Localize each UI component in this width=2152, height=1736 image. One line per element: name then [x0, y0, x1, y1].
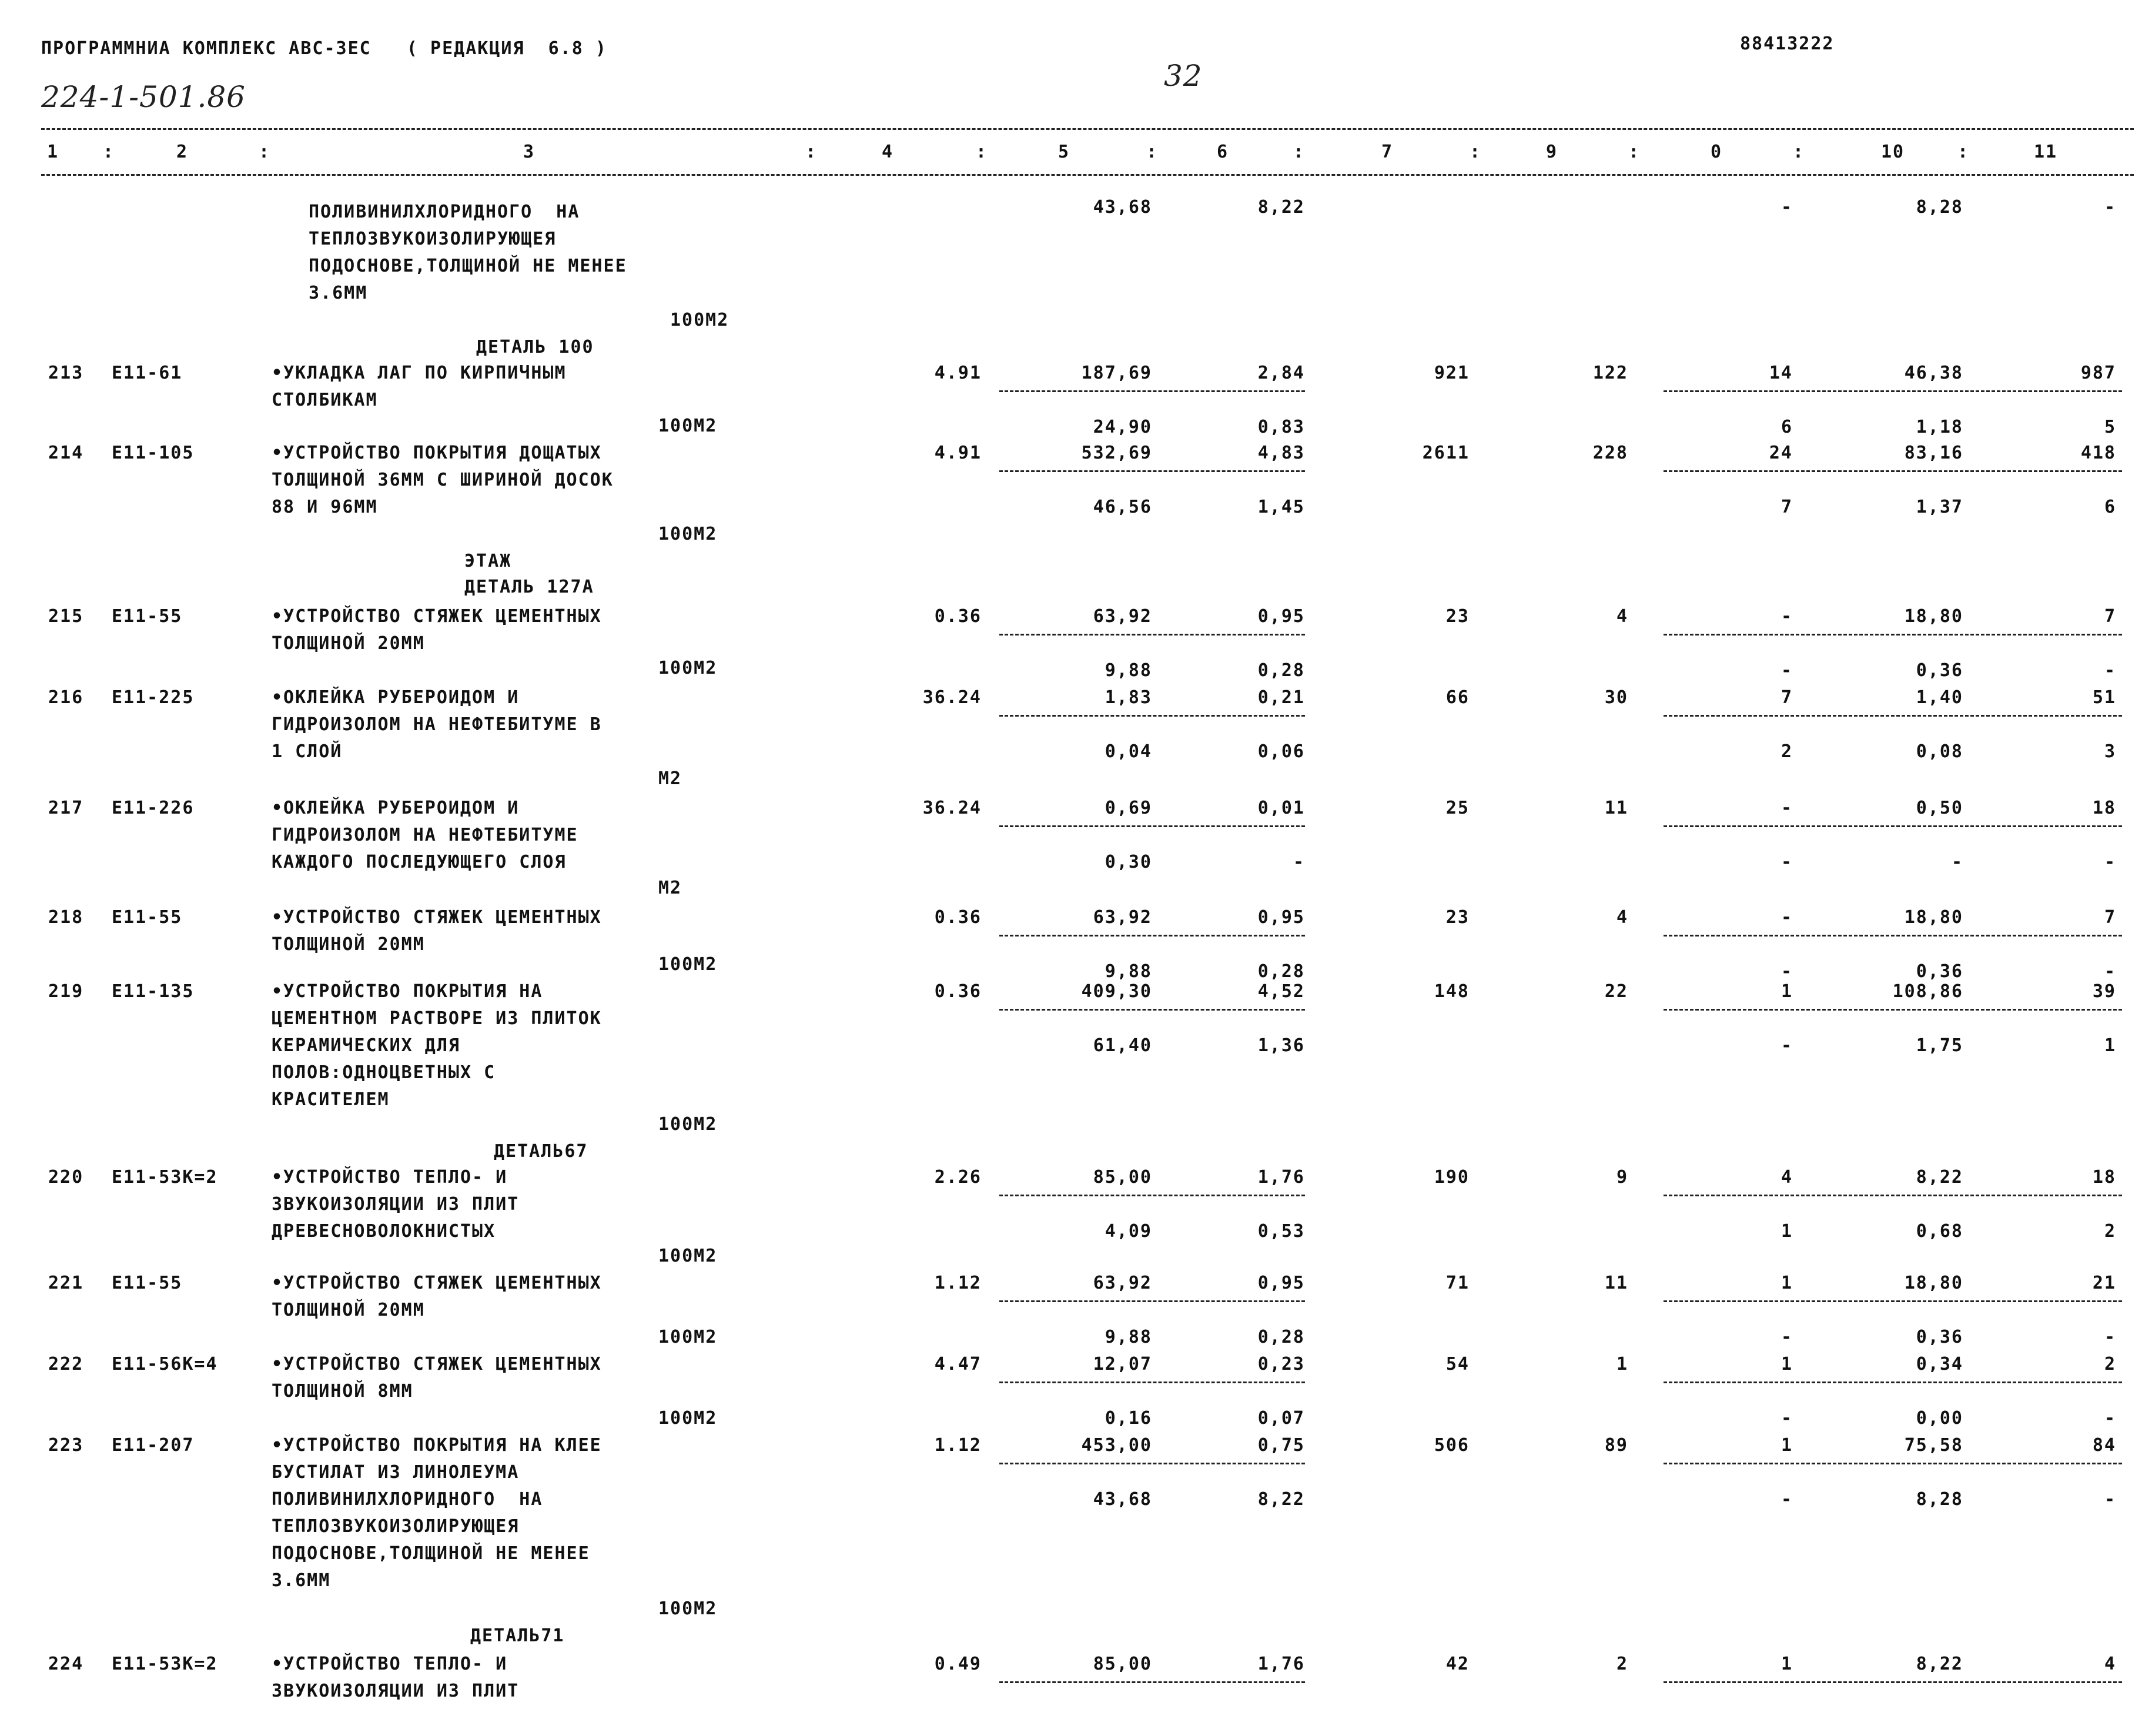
- row-col9: 22: [1604, 981, 1628, 1002]
- row-desc-line: 3.6ММ: [272, 1570, 331, 1591]
- row-col0-sub: -: [1780, 1035, 1793, 1056]
- subtotal-dash: [999, 1463, 1305, 1464]
- row-col10: 1,40: [1916, 687, 1963, 708]
- row-col0-sub: -: [1780, 961, 1793, 982]
- subtotal-dash: [999, 1195, 1305, 1196]
- row-col10-sub: 0,36: [1916, 961, 1963, 982]
- row-desc-line: •УСТРОЙСТВО СТЯЖЕК ЦЕМЕНТНЫХ: [272, 907, 602, 928]
- row-unit: 100М2: [658, 524, 718, 544]
- row-salary-sub: 0,28: [1257, 1327, 1305, 1347]
- row-salary: 1,76: [1257, 1167, 1305, 1188]
- row-desc-line: ТОЛЩИНОЙ 8ММ: [272, 1381, 413, 1401]
- col-sep: :: [1470, 142, 1482, 162]
- row-desc-line: ЗВУКОИЗОЛЯЦИИ ИЗ ПЛИТ: [272, 1681, 520, 1701]
- row-unit: 100М2: [658, 658, 718, 678]
- subtotal-dash: [1664, 715, 2122, 717]
- row-col11-sub: 2: [2104, 1221, 2116, 1242]
- section-header: ЭТАЖ: [464, 551, 512, 571]
- row-col11: 51: [2092, 687, 2116, 708]
- row-code: Е11-226: [112, 798, 195, 818]
- row-col0: 1: [1780, 1435, 1793, 1456]
- row-price-sub: 4,09: [1105, 1221, 1152, 1242]
- row-col10: 0,50: [1916, 798, 1963, 818]
- row-col7: 506: [1434, 1435, 1470, 1456]
- row-col11: 4: [2104, 1654, 2116, 1674]
- row-qty: 0.49: [934, 1654, 982, 1674]
- row-col7: 2611: [1422, 443, 1470, 463]
- subtotal-dash: [1664, 1681, 2122, 1683]
- row-col11-sub: 6: [2104, 497, 2116, 517]
- col-header-4: 4: [881, 142, 894, 162]
- row-col10-sub: 8,28: [1916, 1489, 1963, 1510]
- row-salary: 4,83: [1257, 443, 1305, 463]
- row-col9: 1: [1616, 1354, 1628, 1374]
- row-col11: 18: [2092, 1167, 2116, 1188]
- row-desc-line: ГИДРОИЗОЛОМ НА НЕФТЕБИТУМЕ В: [272, 714, 602, 735]
- document-code: 88413222: [1740, 34, 1835, 54]
- col-header-2: 2: [176, 142, 189, 162]
- row-col10-sub: 1,37: [1916, 497, 1963, 517]
- row-desc-line: КЕРАМИЧЕСКИХ ДЛЯ: [272, 1035, 460, 1056]
- row-col11-sub: -: [2104, 1408, 2116, 1429]
- cont-unit: 100М2: [670, 310, 729, 330]
- row-col0: 14: [1769, 363, 1793, 383]
- row-code: Е11-56К=4: [112, 1354, 218, 1374]
- row-salary: 0,21: [1257, 687, 1305, 708]
- col-header-11: 11: [2033, 142, 2058, 162]
- row-number: 215: [48, 606, 84, 627]
- row-salary-sub: 0,28: [1257, 961, 1305, 982]
- col-sep: :: [1146, 142, 1159, 162]
- row-col11-sub: -: [2104, 660, 2116, 681]
- row-col11: 7: [2104, 907, 2116, 928]
- row-col0-sub: -: [1780, 1327, 1793, 1347]
- subtotal-dash: [1664, 390, 2122, 392]
- row-col0: 1: [1780, 1654, 1793, 1674]
- cont-col11: -: [2104, 197, 2116, 218]
- row-qty: 0.36: [934, 907, 982, 928]
- subtotal-dash: [1664, 1382, 2122, 1383]
- row-code: Е11-55: [112, 606, 183, 627]
- col-header-6: 6: [1216, 142, 1229, 162]
- row-salary: 0,95: [1257, 907, 1305, 928]
- subtotal-dash: [999, 825, 1305, 827]
- subtotal-dash: [1664, 825, 2122, 827]
- cont-desc-line: ПОЛИВИНИЛХЛОРИДНОГО НА: [309, 202, 580, 222]
- cont-desc-line: ПОДОСНОВЕ,ТОЛЩИНОЙ НЕ МЕНЕЕ: [309, 256, 627, 276]
- page-number: 32: [1164, 59, 1203, 93]
- row-col9: 2: [1616, 1654, 1628, 1674]
- row-desc-line: •ОКЛЕЙКА РУБЕРОИДОМ И: [272, 687, 520, 708]
- subtotal-dash: [1664, 1195, 2122, 1196]
- row-col0-sub: -: [1780, 1489, 1793, 1510]
- row-col7: 42: [1445, 1654, 1470, 1674]
- row-col7: 23: [1445, 606, 1470, 627]
- row-number: 214: [48, 443, 84, 463]
- row-col0-sub: 2: [1780, 741, 1793, 762]
- col-sep: :: [1793, 142, 1805, 162]
- row-col11: 18: [2092, 798, 2116, 818]
- row-code: Е11-53К=2: [112, 1167, 218, 1188]
- row-col0: -: [1780, 907, 1793, 928]
- row-number: 216: [48, 687, 84, 708]
- row-qty: 4.91: [934, 443, 982, 463]
- row-col11-sub: 5: [2104, 417, 2116, 437]
- row-salary: 1,76: [1257, 1654, 1305, 1674]
- row-price: 63,92: [1093, 1273, 1152, 1293]
- subtotal-dash: [1664, 935, 2122, 936]
- col-sep: :: [1293, 142, 1306, 162]
- row-price: 1,83: [1105, 687, 1152, 708]
- col-header-10: 10: [1880, 142, 1905, 162]
- subtotal-dash: [999, 634, 1305, 635]
- row-unit: 100М2: [658, 954, 718, 975]
- row-price-sub: 0,16: [1105, 1408, 1152, 1429]
- row-unit: М2: [658, 878, 682, 898]
- row-price-sub: 24,90: [1093, 417, 1152, 437]
- row-qty: 4.91: [934, 363, 982, 383]
- row-col9: 122: [1592, 363, 1628, 383]
- col-header-3: 3: [523, 142, 536, 162]
- subtotal-dash: [999, 470, 1305, 472]
- row-col7: 71: [1445, 1273, 1470, 1293]
- row-col9: 11: [1604, 1273, 1628, 1293]
- row-desc-line: ТОЛЩИНОЙ 20ММ: [272, 934, 425, 955]
- row-col10: 0,34: [1916, 1354, 1963, 1374]
- col-sep: :: [103, 142, 127, 162]
- row-salary: 4,52: [1257, 981, 1305, 1002]
- subtotal-dash: [1664, 634, 2122, 635]
- row-col0-sub: -: [1780, 660, 1793, 681]
- subtotal-dash: [999, 390, 1305, 392]
- row-price: 532,69: [1081, 443, 1152, 463]
- section-header: ДЕТАЛЬ 127А: [464, 577, 594, 597]
- subtotal-dash: [999, 715, 1305, 717]
- row-number: 222: [48, 1354, 84, 1374]
- row-col10-sub: -: [1951, 852, 1963, 872]
- row-col0: 7: [1780, 687, 1793, 708]
- header-rule-bottom: [41, 174, 2134, 176]
- row-price: 85,00: [1093, 1167, 1152, 1188]
- cont-col10: 8,28: [1916, 197, 1963, 218]
- row-col9: 228: [1592, 443, 1628, 463]
- row-price: 187,69: [1081, 363, 1152, 383]
- row-col0-sub: -: [1780, 852, 1793, 872]
- row-col10-sub: 0,08: [1916, 741, 1963, 762]
- row-number: 221: [48, 1273, 84, 1293]
- row-col9: 4: [1616, 606, 1628, 627]
- row-col9: 4: [1616, 907, 1628, 928]
- row-col11: 21: [2092, 1273, 2116, 1293]
- col-sep: :: [259, 142, 271, 162]
- row-col0: -: [1780, 606, 1793, 627]
- row-desc-line: ПОЛИВИНИЛХЛОРИДНОГО НА: [272, 1489, 543, 1510]
- row-col10: 18,80: [1904, 1273, 1963, 1293]
- row-salary-sub: 8,22: [1257, 1489, 1305, 1510]
- row-number: 220: [48, 1167, 84, 1188]
- row-code: Е11-225: [112, 687, 195, 708]
- row-code: Е11-55: [112, 1273, 183, 1293]
- row-col11-sub: -: [2104, 852, 2116, 872]
- col-sep: :: [805, 142, 818, 162]
- row-col10-sub: 1,75: [1916, 1035, 1963, 1056]
- row-col11-sub: -: [2104, 1489, 2116, 1510]
- row-qty: 1.12: [934, 1273, 982, 1293]
- row-price: 409,30: [1081, 981, 1152, 1002]
- row-qty: 4.47: [934, 1354, 982, 1374]
- row-salary: 0,01: [1257, 798, 1305, 818]
- row-qty: 2.26: [934, 1167, 982, 1188]
- row-desc-line: •УКЛАДКА ЛАГ ПО КИРПИЧНЫМ: [272, 363, 567, 383]
- row-desc-line: ТОЛЩИНОЙ 36ММ С ШИРИНОЙ ДОСОК: [272, 470, 614, 490]
- row-col10: 8,22: [1916, 1654, 1963, 1674]
- row-unit: М2: [658, 768, 682, 789]
- row-col0: 4: [1780, 1167, 1793, 1188]
- row-col7: 190: [1434, 1167, 1470, 1188]
- row-col11: 39: [2092, 981, 2116, 1002]
- row-col0-sub: -: [1780, 1408, 1793, 1429]
- row-price-sub: 0,30: [1105, 852, 1152, 872]
- row-salary: 0,23: [1257, 1354, 1305, 1374]
- row-salary-sub: 0,28: [1257, 660, 1305, 681]
- row-code: Е11-55: [112, 907, 183, 928]
- row-col9: 30: [1604, 687, 1628, 708]
- row-desc-line: 1 СЛОЙ: [272, 741, 343, 762]
- row-desc-line: •УСТРОЙСТВО ПОКРЫТИЯ НА КЛЕЕ: [272, 1435, 602, 1456]
- row-desc-line: ПОЛОВ:ОДНОЦВЕТНЫХ С: [272, 1062, 496, 1083]
- row-col11: 2: [2104, 1354, 2116, 1374]
- row-col11: 987: [2080, 363, 2116, 383]
- cont-desc-line: ТЕПЛОЗВУКОИЗОЛИРУЮЩЕЯ: [309, 229, 557, 249]
- row-salary-sub: 0,07: [1257, 1408, 1305, 1429]
- row-col9: 9: [1616, 1167, 1628, 1188]
- row-desc-line: •УСТРОЙСТВО ПОКРЫТИЯ НА: [272, 981, 543, 1002]
- row-col7: 54: [1445, 1354, 1470, 1374]
- row-desc-line: •УСТРОЙСТВО ТЕПЛО- И: [272, 1654, 508, 1674]
- row-code: Е11-105: [112, 443, 195, 463]
- row-price: 63,92: [1093, 907, 1152, 928]
- row-col9: 11: [1604, 798, 1628, 818]
- row-col0-sub: 1: [1780, 1221, 1793, 1242]
- row-price-sub: 61,40: [1093, 1035, 1152, 1056]
- subtotal-dash: [999, 935, 1305, 936]
- row-col11: 7: [2104, 606, 2116, 627]
- col-header-5: 5: [1057, 142, 1070, 162]
- row-desc-line: •УСТРОЙСТВО СТЯЖЕК ЦЕМЕНТНЫХ: [272, 606, 602, 627]
- row-desc-line: КРАСИТЕЛЕМ: [272, 1089, 390, 1110]
- subtotal-dash: [999, 1382, 1305, 1383]
- row-desc-line: ТОЛЩИНОЙ 20ММ: [272, 633, 425, 654]
- row-unit: 100М2: [658, 1598, 718, 1619]
- row-col10-sub: 0,68: [1916, 1221, 1963, 1242]
- row-col0: 24: [1769, 443, 1793, 463]
- row-qty: 36.24: [922, 687, 982, 708]
- row-desc-line: ЦЕМЕНТНОМ РАСТВОРЕ ИЗ ПЛИТОК: [272, 1008, 602, 1029]
- subtotal-dash: [999, 1681, 1305, 1683]
- col-sep: :: [1628, 142, 1641, 162]
- row-qty: 36.24: [922, 798, 982, 818]
- row-col7: 25: [1445, 798, 1470, 818]
- row-col11: 84: [2092, 1435, 2116, 1456]
- row-col10: 8,22: [1916, 1167, 1963, 1188]
- row-number: 224: [48, 1654, 84, 1674]
- row-desc-line: ГИДРОИЗОЛОМ НА НЕФТЕБИТУМЕ: [272, 825, 578, 845]
- row-number: 217: [48, 798, 84, 818]
- section-header: ДЕТАЛЬ67: [494, 1141, 588, 1162]
- row-price-sub: 46,56: [1093, 497, 1152, 517]
- row-price-sub: 9,88: [1105, 660, 1152, 681]
- subtotal-dash: [999, 1009, 1305, 1011]
- row-salary: 2,84: [1257, 363, 1305, 383]
- subtotal-dash: [1664, 1463, 2122, 1464]
- row-col10-sub: 0,36: [1916, 660, 1963, 681]
- row-col7: 66: [1445, 687, 1470, 708]
- row-col7: 921: [1434, 363, 1470, 383]
- row-salary-sub: 0,06: [1257, 741, 1305, 762]
- header-rule-top: [41, 128, 2134, 130]
- row-salary: 0,75: [1257, 1435, 1305, 1456]
- row-price-sub: 9,88: [1105, 961, 1152, 982]
- cont-salary: 8,22: [1257, 197, 1305, 218]
- col-header-7: 7: [1381, 142, 1394, 162]
- row-salary-sub: 1,45: [1257, 497, 1305, 517]
- row-col11: 418: [2080, 443, 2116, 463]
- row-salary: 0,95: [1257, 606, 1305, 627]
- row-col0: 1: [1780, 1354, 1793, 1374]
- row-desc-line: ДРЕВЕСНОВОЛОКНИСТЫХ: [272, 1221, 496, 1242]
- row-col0: -: [1780, 798, 1793, 818]
- row-col11-sub: -: [2104, 1327, 2116, 1347]
- row-unit: 100М2: [658, 1114, 718, 1135]
- row-desc-line: •УСТРОЙСТВО ТЕПЛО- И: [272, 1167, 508, 1188]
- row-code: Е11-61: [112, 363, 183, 383]
- row-col10: 46,38: [1904, 363, 1963, 383]
- row-desc-line: •УСТРОЙСТВО ПОКРЫТИЯ ДОЩАТЫХ: [272, 443, 602, 463]
- row-desc-line: КАЖДОГО ПОСЛЕДУЮЩЕГО СЛОЯ: [272, 852, 567, 872]
- row-price-sub: 9,88: [1105, 1327, 1152, 1347]
- row-number: 213: [48, 363, 84, 383]
- row-price-sub: 0,04: [1105, 741, 1152, 762]
- row-desc-line: •УСТРОЙСТВО СТЯЖЕК ЦЕМЕНТНЫХ: [272, 1354, 602, 1374]
- row-price: 453,00: [1081, 1435, 1152, 1456]
- subtotal-dash: [1664, 1009, 2122, 1011]
- subtotal-dash: [1664, 1300, 2122, 1302]
- subtotal-dash: [1664, 470, 2122, 472]
- row-salary-sub: 1,36: [1257, 1035, 1305, 1056]
- row-col0-sub: 6: [1780, 417, 1793, 437]
- section-header: ДЕТАЛЬ71: [470, 1625, 565, 1646]
- row-col7: 148: [1434, 981, 1470, 1002]
- row-price: 12,07: [1093, 1354, 1152, 1374]
- row-col9: 89: [1604, 1435, 1628, 1456]
- col-header-1: 1: [46, 142, 59, 162]
- col-header-9: 9: [1545, 142, 1558, 162]
- row-salary-sub: 0,83: [1257, 417, 1305, 437]
- row-price: 85,00: [1093, 1654, 1152, 1674]
- row-col0-sub: 7: [1780, 497, 1793, 517]
- cont-col0: -: [1780, 197, 1793, 218]
- row-desc-line: ТОЛЩИНОЙ 20ММ: [272, 1300, 425, 1320]
- row-number: 218: [48, 907, 84, 928]
- row-salary-sub: 0,53: [1257, 1221, 1305, 1242]
- cont-price: 43,68: [1093, 197, 1152, 218]
- project-number: 224-1-501.86: [41, 80, 246, 114]
- row-desc-line: ЗВУКОИЗОЛЯЦИИ ИЗ ПЛИТ: [272, 1194, 520, 1215]
- row-col10: 18,80: [1904, 606, 1963, 627]
- row-desc-line: ПОДОСНОВЕ,ТОЛЩИНОЙ НЕ МЕНЕЕ: [272, 1543, 590, 1564]
- row-col10: 18,80: [1904, 907, 1963, 928]
- row-col11-sub: 3: [2104, 741, 2116, 762]
- program-header: ПРОГРАММНИА КОМПЛЕКС АВС-3ЕС ( РЕДАКЦИЯ 6.8 ): [41, 38, 607, 59]
- row-unit: 100М2: [658, 1246, 718, 1266]
- row-desc-line: •УСТРОЙСТВО СТЯЖЕК ЦЕМЕНТНЫХ: [272, 1273, 602, 1293]
- row-desc-line: СТОЛБИКАМ: [272, 390, 378, 410]
- row-col10: 83,16: [1904, 443, 1963, 463]
- row-col10: 108,86: [1892, 981, 1963, 1002]
- col-header-0: 0: [1710, 142, 1723, 162]
- col-sep: :: [976, 142, 988, 162]
- row-qty: 0.36: [934, 606, 982, 627]
- row-col10-sub: 0,00: [1916, 1408, 1963, 1429]
- row-salary-sub: -: [1293, 852, 1305, 872]
- row-code: Е11-207: [112, 1435, 195, 1456]
- row-col11-sub: -: [2104, 961, 2116, 982]
- row-col0: 1: [1780, 981, 1793, 1002]
- row-price: 63,92: [1093, 606, 1152, 627]
- row-code: Е11-135: [112, 981, 195, 1002]
- cont-desc-line: 3.6ММ: [309, 283, 368, 303]
- row-col11-sub: 1: [2104, 1035, 2116, 1056]
- row-unit: 100М2: [658, 416, 718, 436]
- subtotal-dash: [999, 1300, 1305, 1302]
- row-col7: 23: [1445, 907, 1470, 928]
- row-desc-line: 88 И 96ММ: [272, 497, 378, 517]
- row-col10-sub: 1,18: [1916, 417, 1963, 437]
- row-desc-line: •ОКЛЕЙКА РУБЕРОИДОМ И: [272, 798, 520, 818]
- row-col10: 75,58: [1904, 1435, 1963, 1456]
- section-header: ДЕТАЛЬ 100: [476, 337, 594, 357]
- row-price-sub: 43,68: [1093, 1489, 1152, 1510]
- row-salary: 0,95: [1257, 1273, 1305, 1293]
- row-desc-line: ТЕПЛОЗВУКОИЗОЛИРУЮЩЕЯ: [272, 1516, 520, 1537]
- row-qty: 0.36: [934, 981, 982, 1002]
- row-unit: 100М2: [658, 1327, 718, 1347]
- row-number: 223: [48, 1435, 84, 1456]
- row-col10-sub: 0,36: [1916, 1327, 1963, 1347]
- row-number: 219: [48, 981, 84, 1002]
- row-desc-line: БУСТИЛАТ ИЗ ЛИНОЛЕУМА: [272, 1462, 520, 1483]
- col-sep: :: [1957, 142, 1970, 162]
- row-price: 0,69: [1105, 798, 1152, 818]
- row-code: Е11-53К=2: [112, 1654, 218, 1674]
- row-qty: 1.12: [934, 1435, 982, 1456]
- row-unit: 100М2: [658, 1408, 718, 1429]
- row-col0: 1: [1780, 1273, 1793, 1293]
